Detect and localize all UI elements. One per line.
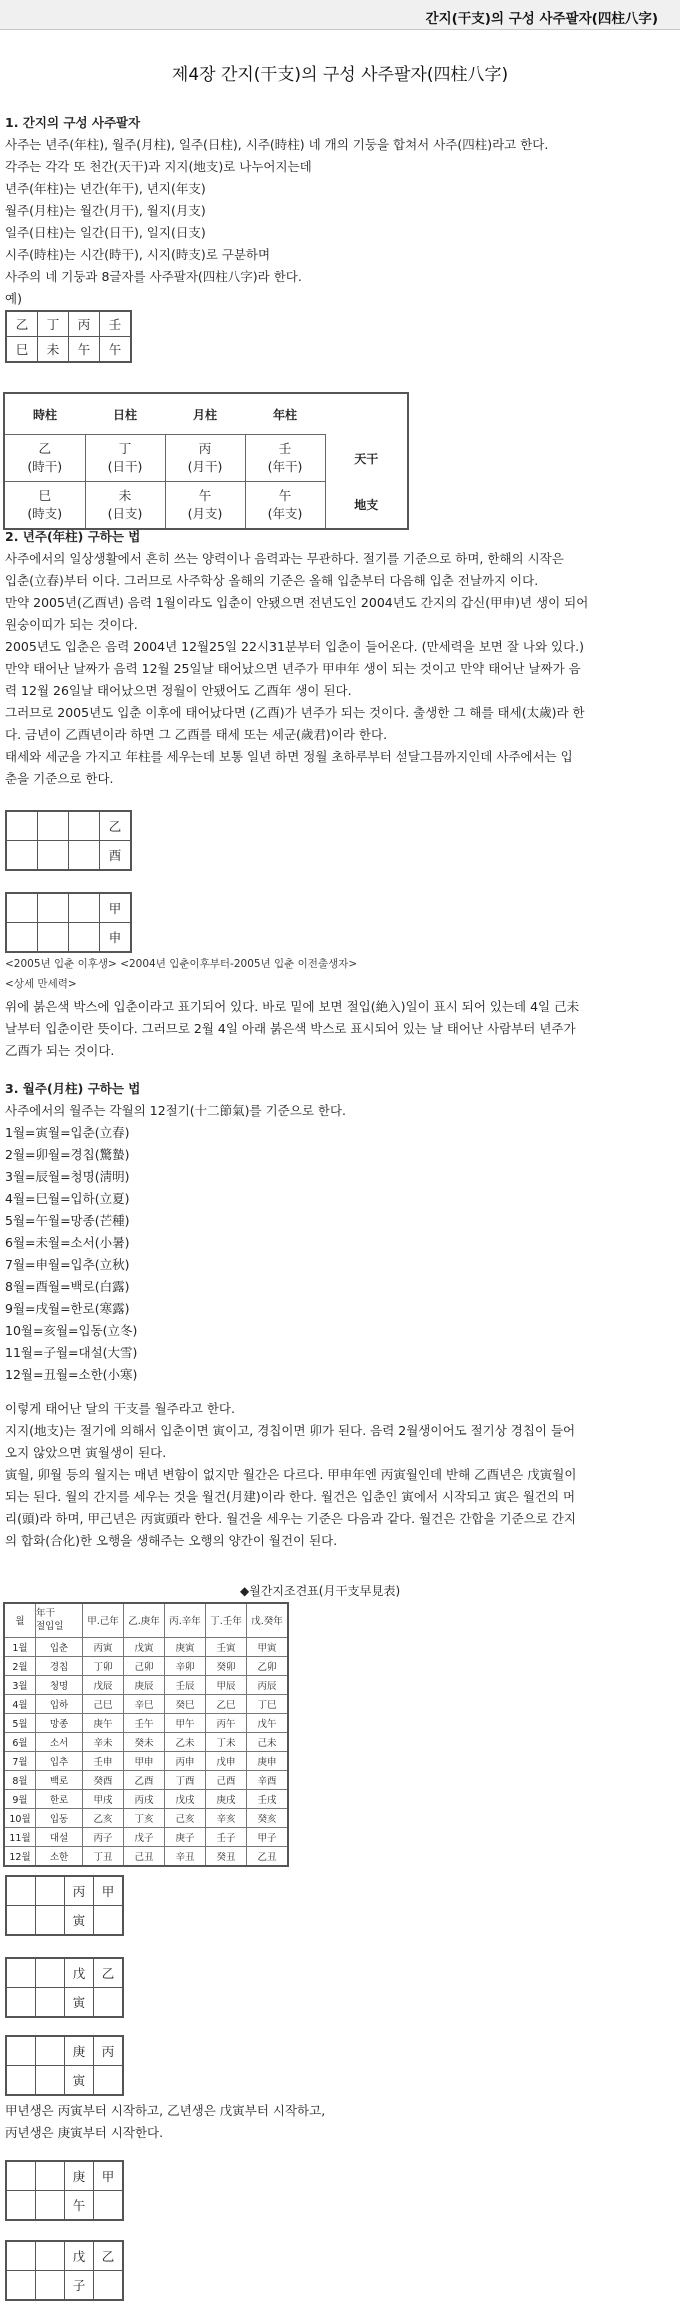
text-line: 월주(月柱)는 월간(月干), 월지(月支) <box>5 203 206 218</box>
table-cell: 9월 <box>4 1789 36 1808</box>
section-3 <box>5 1078 673 1386</box>
table-cell: 경칩 <box>36 1656 83 1675</box>
table-cell: 10월 <box>4 1808 36 1827</box>
branch-cell <box>4 482 85 530</box>
table-cell: 12월 <box>4 1846 36 1866</box>
text-line: 위에 붉은색 박스에 입춘이라고 표기되어 있다. 바로 밑에 보면 절입(絶入)일이 표시 되어 있는데 4일 己未 <box>5 999 580 1014</box>
table-cell: 丁亥 <box>124 1808 165 1827</box>
table-header: 甲.己年 <box>83 1603 124 1637</box>
table-cell: 庚戌 <box>206 1789 247 1808</box>
table-cell: 庚辰 <box>124 1675 165 1694</box>
text-line: 리(頭)라 하며, 甲己년은 丙寅頭라 한다. 월건을 세우는 기준은 다음과 같다. 월건은 간합을 기준으로 간지 <box>5 1511 576 1526</box>
table-cell: 丙辰 <box>247 1675 289 1694</box>
stem-cell <box>165 435 245 482</box>
text-line: 태세와 세군을 가지고 年柱를 세우는데 보통 일년 하면 정월 초하루부터 섣달그믐까지인데 사주에서는 입 <box>5 749 573 764</box>
text-line: 乙酉가 되는 것이다. <box>5 1043 115 1058</box>
table-cell: 7월 <box>4 1751 36 1770</box>
month-line: 1월=寅월=입춘(立春) <box>5 1125 130 1140</box>
table-row <box>4 1694 288 1713</box>
table-cell: 丙申 <box>165 1751 206 1770</box>
text-line: 력 12월 26일날 태어났으면 정월이 안됐어도 乙酉年 생이 된다. <box>5 683 352 698</box>
box-caption: <2005년 입춘 이후생> <2004년 입춘이후부터-2005년 입춘 이전출생자> <box>5 958 358 970</box>
table-cell: 丁丑 <box>83 1846 124 1866</box>
table-cell: 丁未 <box>206 1732 247 1751</box>
table-row <box>4 1770 288 1789</box>
grid-cell: 午 <box>65 2191 94 2221</box>
table-cell: 庚寅 <box>165 1637 206 1656</box>
table-header: 丁.壬年 <box>206 1603 247 1637</box>
text-line: 예) <box>5 291 22 306</box>
grid-cell: 寅 <box>65 1906 94 1936</box>
branch-note: (月支) <box>187 506 223 521</box>
table-row <box>4 1808 288 1827</box>
table-cell: 입동 <box>36 1808 83 1827</box>
month-box-3 <box>5 2035 124 2096</box>
month-box-5 <box>5 2240 124 2301</box>
table-cell: 癸亥 <box>247 1808 289 1827</box>
grid-cell: 庚 <box>65 2036 94 2066</box>
grid-cell: 庚 <box>65 2161 94 2191</box>
pillar-header: 年柱 <box>272 407 297 422</box>
table-cell: 11월 <box>4 1827 36 1846</box>
branch-char: 未 <box>118 488 132 503</box>
label-stem: 天干 <box>354 451 379 466</box>
branch-cell <box>245 482 325 530</box>
table-cell: 戊子 <box>124 1827 165 1846</box>
grid-cell: 乙 <box>100 811 132 841</box>
table-header: 戊.癸年 <box>247 1603 289 1637</box>
text-line: 일주(日柱)는 일간(日干), 일지(日支) <box>5 225 206 240</box>
grid-cell: 丙 <box>69 311 100 337</box>
grid-cell: 未 <box>38 337 69 363</box>
table-cell: 丁卯 <box>83 1656 124 1675</box>
table-cell: 壬申 <box>83 1751 124 1770</box>
grid-cell: 午 <box>69 337 100 363</box>
month-line: 3월=辰월=청명(淸明) <box>5 1169 130 1184</box>
table-cell: 癸卯 <box>206 1656 247 1675</box>
table-header: 乙.庚年 <box>124 1603 165 1637</box>
detail-calendar-label: <상세 만세력> <box>5 978 77 990</box>
table-cell: 辛卯 <box>165 1656 206 1675</box>
text-line: 사주는 년주(年柱), 월주(月柱), 일주(日柱), 시주(時柱) 네 개의 기둥을 합쳐서 사주(四柱)라고 한다. <box>5 137 549 152</box>
table-cell: 辛丑 <box>165 1846 206 1866</box>
table-cell: 乙卯 <box>247 1656 289 1675</box>
text-line: 지지(地支)는 절기에 의해서 입춘이면 寅이고, 경칩이면 卯가 된다. 음력 2월생이어도 절기상 경칩이 들어 <box>5 1423 576 1438</box>
text-line: 사주의 네 기둥과 8글자를 사주팔자(四柱八字)라 한다. <box>5 269 302 284</box>
table-cell: 己酉 <box>206 1770 247 1789</box>
month-line: 6월=未월=소서(小暑) <box>5 1235 130 1250</box>
table-row <box>4 1751 288 1770</box>
stem-cell <box>245 435 325 482</box>
text-line: 만약 태어난 날짜가 음력 12월 25일날 태어났으면 년주가 甲申年 생이 되는 것이고 만약 태어난 날짜가 음 <box>5 661 581 676</box>
table-cell: 백로 <box>36 1770 83 1789</box>
stem-note: (年干) <box>267 459 303 474</box>
text-line: 사주에서의 일상생활에서 흔히 쓰는 양력이나 음력과는 무관하다. 절기를 기준으로 하며, 한해의 시작은 <box>5 551 564 566</box>
grid-cell: 寅 <box>65 2066 94 2096</box>
text-line: 날부터 입춘이란 뜻이다. 그러므로 2월 4일 아래 붉은색 박스로 표시되어 있는 날 태어난 사람부터 년주가 <box>5 1021 576 1036</box>
stem-note: (月干) <box>187 459 223 474</box>
table-row <box>4 1789 288 1808</box>
table-cell: 辛酉 <box>247 1770 289 1789</box>
grid-cell: 甲 <box>100 893 132 923</box>
section-2 <box>5 526 673 790</box>
text-line: 다. 금년이 乙酉년이라 하면 그 乙酉를 태세 또는 세군(歲君)이라 한다. <box>5 727 388 742</box>
table-cell: 庚申 <box>247 1751 289 1770</box>
table-cell: 丁巳 <box>247 1694 289 1713</box>
section-2-heading: 2. 년주(年柱) 구하는 법 <box>5 529 141 544</box>
table-cell: 8월 <box>4 1770 36 1789</box>
table-row <box>4 1732 288 1751</box>
table-cell: 입춘 <box>36 1637 83 1656</box>
section-1-heading: 1. 간지의 구성 사주팔자 <box>5 115 141 130</box>
month-line: 4월=巳월=입하(立夏) <box>5 1191 130 1206</box>
grid-cell: 丙 <box>94 2036 124 2066</box>
month-line: 9월=戌월=한로(寒露) <box>5 1301 130 1316</box>
table-cell: 한로 <box>36 1789 83 1808</box>
table-cell: 대설 <box>36 1827 83 1846</box>
table-cell: 망종 <box>36 1713 83 1732</box>
text-line: 년주(年柱)는 년간(年干), 년지(年支) <box>5 181 206 196</box>
grid-cell: 申 <box>100 923 132 953</box>
table-row <box>4 1846 288 1866</box>
branch-note: (年支) <box>267 506 303 521</box>
table-cell: 癸酉 <box>83 1770 124 1789</box>
text-line: 오지 않았으면 寅월생이 된다. <box>5 1445 167 1460</box>
month-line: 8월=酉월=백로(白露) <box>5 1279 130 1294</box>
label-branch: 地支 <box>354 498 379 513</box>
table-cell: 1월 <box>4 1637 36 1656</box>
text-line: 만약 2005년(乙酉년) 음력 1월이라도 입춘이 안됐으면 전년도인 2004년도 간지의 갑신(甲申)년 생이 되어 <box>5 595 589 610</box>
table-cell: 2월 <box>4 1656 36 1675</box>
grid-cell: 丁 <box>38 311 69 337</box>
table-cell: 己巳 <box>83 1694 124 1713</box>
section-3-heading: 3. 월주(月柱) 구하는 법 <box>5 1081 141 1096</box>
stem-cell <box>4 435 85 482</box>
table-cell: 입하 <box>36 1694 83 1713</box>
month-box-1 <box>5 1875 124 1936</box>
month-stem-table <box>3 1602 289 1867</box>
text-line: 원숭이띠가 되는 것이다. <box>5 617 138 632</box>
text-line: 丙년생은 庚寅부터 시작한다. <box>5 2125 164 2140</box>
grid-cell: 午 <box>100 337 132 363</box>
month-line: 7월=申월=입추(立秋) <box>5 1257 130 1272</box>
text-line: 甲년생은 丙寅부터 시작하고, 乙년생은 戊寅부터 시작하고, <box>5 2103 326 2118</box>
table-cell: 소서 <box>36 1732 83 1751</box>
text-line: 이렇게 태어난 달의 干支를 월주라고 한다. <box>5 1401 235 1416</box>
table-row <box>4 1827 288 1846</box>
branch-char: 午 <box>198 488 212 503</box>
branch-note: (時支) <box>27 506 63 521</box>
table-row <box>4 1656 288 1675</box>
table-cell: 乙酉 <box>124 1770 165 1789</box>
stem-cell <box>85 435 165 482</box>
pillar-header: 時柱 <box>32 407 57 422</box>
table-header: 年干 절입일 <box>36 1603 83 1637</box>
table-cell: 辛亥 <box>206 1808 247 1827</box>
month-line: 10월=亥월=입동(立冬) <box>5 1323 138 1338</box>
branch-char: 巳 <box>38 488 51 503</box>
table-cell: 己亥 <box>165 1808 206 1827</box>
grid-cell: 子 <box>65 2271 94 2301</box>
pillar-header: 月柱 <box>192 407 217 422</box>
table-cell: 壬子 <box>206 1827 247 1846</box>
month-line: 11월=子월=대설(大雪) <box>5 1345 138 1360</box>
table-cell: 己卯 <box>124 1656 165 1675</box>
table-cell: 丙寅 <box>83 1637 124 1656</box>
table-cell: 戊寅 <box>124 1637 165 1656</box>
text-line: 2005년도 입춘은 음력 2004년 12월25일 22시31분부터 입춘이 들어온다. (만세력을 보면 잘 나와 있다.) <box>5 639 585 654</box>
table-cell: 乙亥 <box>83 1808 124 1827</box>
year-box-2005 <box>5 810 132 871</box>
grid-cell: 戊 <box>65 1958 94 1988</box>
table-cell: 乙未 <box>165 1732 206 1751</box>
grid-cell: 巳 <box>6 337 38 363</box>
table-cell: 壬辰 <box>165 1675 206 1694</box>
stem-note: (日干) <box>107 459 143 474</box>
text-line: 寅월, 卯월 등의 월지는 매년 변함이 없지만 월간은 다르다. 甲申年엔 丙寅월인데 반해 乙酉년은 戊寅월이 <box>5 1467 577 1482</box>
grid-cell: 甲 <box>94 2161 124 2191</box>
stem-char: 丁 <box>118 441 132 456</box>
table-cell: 戊戌 <box>165 1789 206 1808</box>
section-1 <box>5 112 673 310</box>
grid-cell: 戊 <box>65 2241 94 2271</box>
text-line: 사주에서의 월주는 각월의 12절기(十二節氣)를 기준으로 한다. <box>5 1103 347 1118</box>
example-saju-grid <box>5 310 132 363</box>
table-cell: 소한 <box>36 1846 83 1866</box>
table-cell: 己丑 <box>124 1846 165 1866</box>
table-cell: 癸未 <box>124 1732 165 1751</box>
table-cell: 4월 <box>4 1694 36 1713</box>
table-cell: 청명 <box>36 1675 83 1694</box>
month-box-2 <box>5 1957 124 2018</box>
stem-char: 壬 <box>278 441 292 456</box>
text-line: 입춘(立春)부터 이다. 그러므로 사주학상 올해의 기준은 올해 입춘부터 다음해 입춘 전날까지 이다. <box>5 573 539 588</box>
grid-cell: 乙 <box>94 1958 124 1988</box>
branch-cell <box>85 482 165 530</box>
branch-cell <box>165 482 245 530</box>
table-cell: 甲戌 <box>83 1789 124 1808</box>
table-cell: 甲寅 <box>247 1637 289 1656</box>
table-cell: 辛巳 <box>124 1694 165 1713</box>
branch-char: 午 <box>278 488 292 503</box>
month-table-title: ◆월간지조견표(月干支早見表) <box>240 1584 401 1598</box>
table-cell: 丙戌 <box>124 1789 165 1808</box>
table-cell: 甲子 <box>247 1827 289 1846</box>
table-cell: 丙午 <box>206 1713 247 1732</box>
chapter-title: 제4장 간지(干支)의 구성 사주팔자(四柱八字) <box>171 65 509 85</box>
table-row <box>4 1675 288 1694</box>
grid-cell: 甲 <box>94 1876 124 1906</box>
table-cell: 3월 <box>4 1675 36 1694</box>
text-line: 그러므로 2005년도 입춘 이후에 태어났다면 (乙酉)가 년주가 되는 것이다. 출생한 그 해를 태세(太歲)라 한 <box>5 705 585 720</box>
grid-cell: 乙 <box>6 311 38 337</box>
grid-cell: 壬 <box>100 311 132 337</box>
table-cell: 5월 <box>4 1713 36 1732</box>
table-cell: 6월 <box>4 1732 36 1751</box>
branch-note: (日支) <box>107 506 143 521</box>
month-box-4 <box>5 2160 124 2221</box>
table-header: 丙.辛年 <box>165 1603 206 1637</box>
table-cell: 丙子 <box>83 1827 124 1846</box>
month-line: 5월=午월=망종(芒種) <box>5 1213 130 1228</box>
year-box-2004 <box>5 892 132 953</box>
table-cell: 甲午 <box>165 1713 206 1732</box>
grid-cell: 寅 <box>65 1988 94 2018</box>
table-row <box>4 1713 288 1732</box>
table-cell: 丁酉 <box>165 1770 206 1789</box>
closing-text <box>5 2100 673 2144</box>
table-cell: 己未 <box>247 1732 289 1751</box>
top-bar <box>0 0 680 30</box>
table-header: 월 <box>4 1603 36 1637</box>
table-cell: 辛未 <box>83 1732 124 1751</box>
month-line: 2월=卯월=경칩(驚蟄) <box>5 1147 130 1162</box>
table-cell: 庚子 <box>165 1827 206 1846</box>
table-cell: 입추 <box>36 1751 83 1770</box>
text-line: 의 합화(合化)한 오행을 생해주는 오행의 양간이 월건이 된다. <box>5 1533 338 1548</box>
stem-note: (時干) <box>27 459 63 474</box>
text-line: 춘을 기준으로 한다. <box>5 771 114 786</box>
table-cell: 戊辰 <box>83 1675 124 1694</box>
text-line: 되는 된다. 월의 간지를 세우는 것을 월건(月建)이라 한다. 월건은 입춘인 寅에서 시작되고 寅은 월건의 머 <box>5 1489 576 1504</box>
breadcrumb: 간지(干支)의 구성 사주팔자(四柱八字) <box>425 11 658 27</box>
pillar-table <box>3 392 409 530</box>
table-cell: 乙巳 <box>206 1694 247 1713</box>
grid-cell: 酉 <box>100 841 132 871</box>
table-cell: 甲辰 <box>206 1675 247 1694</box>
table-cell: 癸巳 <box>165 1694 206 1713</box>
section-3-para <box>5 1398 673 1552</box>
text-line: 시주(時柱)는 시간(時干), 시지(時支)로 구분하며 <box>5 247 271 262</box>
month-line: 12월=丑월=소한(小寒) <box>5 1367 138 1382</box>
stem-char: 乙 <box>38 441 51 456</box>
text-line: 각주는 각각 또 천간(天干)과 지지(地支)로 나누어지는데 <box>5 159 312 174</box>
table-cell: 庚午 <box>83 1713 124 1732</box>
table-row <box>4 1637 288 1656</box>
table-cell: 戊申 <box>206 1751 247 1770</box>
table-cell: 壬戌 <box>247 1789 289 1808</box>
table-cell: 甲申 <box>124 1751 165 1770</box>
table-cell: 壬寅 <box>206 1637 247 1656</box>
stem-char: 丙 <box>198 441 212 456</box>
table-cell: 戊午 <box>247 1713 289 1732</box>
table-cell: 壬午 <box>124 1713 165 1732</box>
table-cell: 乙丑 <box>247 1846 289 1866</box>
table-cell: 癸丑 <box>206 1846 247 1866</box>
pillar-header: 日柱 <box>112 407 137 422</box>
grid-cell: 丙 <box>65 1876 94 1906</box>
grid-cell: 乙 <box>94 2241 124 2271</box>
section-2-after <box>5 996 673 1062</box>
